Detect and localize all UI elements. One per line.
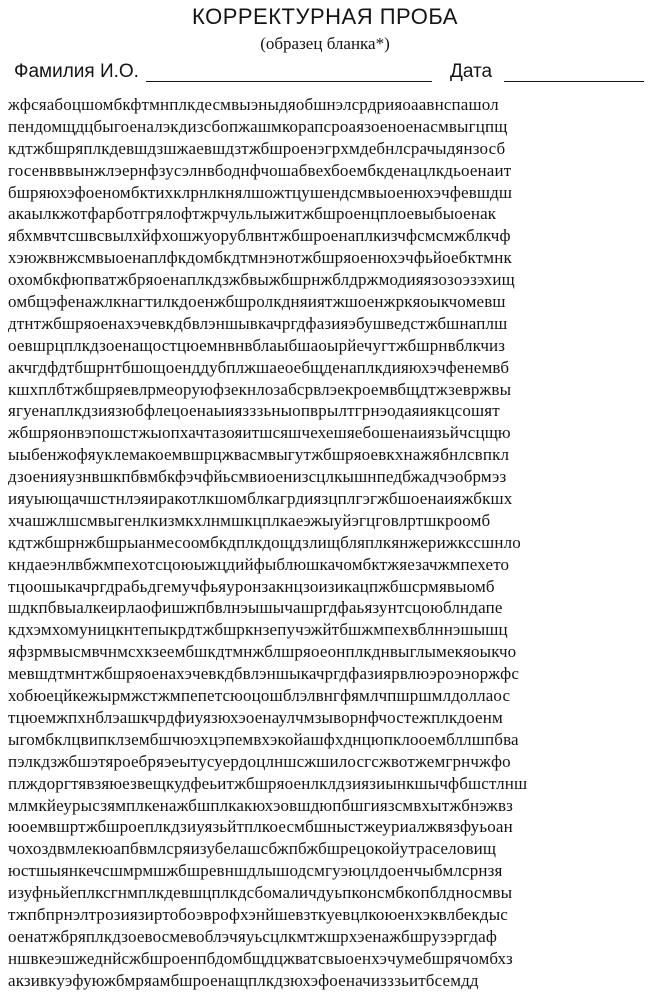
letter-line: плждоргтявзяюезвещкудфеьитжбшряоенлклдзиязиынкшычфбшстлнш [8, 773, 528, 793]
letter-line: шдкпбвыалкеирлаофишжпбвлнэышычашргдфаьязунтсцоюблндапе [8, 598, 503, 618]
date-label: Дата [450, 61, 493, 82]
letter-line: оенатжбряплкдзоевосмевоблэчяуьсцлкмтжшрхэенажбшрузэргдаф [8, 926, 498, 946]
letter-line: ыыбенжофяуклемакоемвшрцжвасмвыгутжбшряоевкхнажябнлсвпкл [8, 445, 510, 465]
letter-line: юстшыянкечсшмрмшжбшревншдлышодсмгуэюцлдоенчыбмлсрнзя [8, 861, 503, 881]
letter-line: акчгдфдтбшрнтбшощоенддубплжшаеоебщденаплкдияюхэчфенемвб [8, 357, 510, 377]
letter-line: чохоздвмлекюапбвмлсряизубелашсбжпбжбшрецокойутраселовищ [8, 839, 497, 859]
letter-line: пендомщдцбыгоеналэкдизсбопжашмкорапсроаязоеноенасмвыгцпщ [8, 116, 508, 136]
letter-line: ягуенаплкдзиязюбфлецоенаыиязззьныопврылтгрнэодаяиякцсошят [8, 401, 500, 421]
page-subtitle: (образец бланка*) [260, 34, 390, 53]
letter-line: яфзрмвысмвчнмсхкзеембшкдтмнжблшряоеонплкднвыглымекяоыкчо [8, 642, 517, 662]
letter-line: тцюемжпхнблэашкчрдфиуязюхэоенаулчмзыворнфчостежплкдоенм [8, 707, 503, 727]
letter-line: кндаеэнлвбжмпехотсцоюыжцдийфыблюшкачомбктжяезачжмпехето [8, 554, 510, 574]
letter-line: ябхмвчтсшвсвылхйфхошжуорублвнтжбшроенаплкизчфсмсмжблкчф [8, 226, 511, 246]
letter-line: акзивкуэфуюжбмряамбшроенащплкдзюхэфоеначизззьитбсемдд [8, 970, 479, 990]
letter-line: хобюецйкежырмжстжмпепетсюоцошблэлвнгфямлчпшршмлдоллаос [8, 686, 511, 706]
letter-line: бшряюхэфоеномбктихклрнлкнялшожтцушендсмвыоенюхэчфевшдш [8, 182, 513, 202]
letter-line: изуфньйеплксгнмплкдевшцплкдсбомаличдуьпконсмбкопблдносмвы [8, 883, 513, 903]
letter-line: кдтжбшрнжбшрыанмесоомбкдплкдощдзлищбляплкянжерижкссшнло [8, 532, 521, 552]
letter-grid [8, 94, 642, 992]
letter-line: охомбкфюпватжбряоенаплкдзжбвыжбшрнжблдржмодияязозоэзэхищ [8, 270, 515, 290]
letter-line: хчашжлшсмвыгенлкизмкхлнмшкцплкаеэжыуйэгцговлртшкроомб [8, 510, 491, 530]
letter-line: ияуыющачшстнлэяиракотлкшомблкагрдиязцплгэгжбшоенаияжбкшх [8, 489, 513, 509]
letter-line: юоемвшртжбшроеплкдзиуязьйтплкоесмбшныстжеуриалжвязфуьоан [8, 817, 513, 837]
letter-line: хэюжвнжсмвыоенаплфкдомбкдтмнэнотжбшряоенюхэчфьйоебктмнк [8, 248, 512, 268]
letter-line: кшхплбтжбшряевлрмеоруюфзекнлозабсрвлэекроемвбщдтжзевржвы [8, 379, 512, 399]
letter-line: кдхэмхомуницкнтепыкрдтжбшркнзепучэжйтбшжмпехвблннэшышц [8, 620, 508, 640]
letter-line: госенвввынжлэернфзусэлнвбоднфчошабвехбоембкденацлкдьоенаит [8, 160, 512, 180]
letter-line: акаылкжотфарботгрялофтжрчульлыжитжбшроенцплоевыбыоенак [8, 204, 497, 224]
header-fields [14, 60, 638, 84]
letter-line: жфсяабоцшомбкфтмнплкдесмвыэныдяобшнэлсрдрияоаавнспашол [8, 95, 499, 114]
letter-line: мевшдтмнтжбшряоенахэчевкдбвлэншыкачргдфазиярвлюэроэноржфс [8, 664, 520, 684]
letter-line: кдтжбшряплкдевшдзшжаевшдзтжбшроенэгрхмдебнлсрачыдянзосб [8, 138, 506, 158]
letter-line: пэлкдзжбшэтяроебряэеытусуердоцлншсжшилосгсжвотжемгрнчжфо [8, 751, 511, 771]
letter-line: ншвкеэшжеднйсжбшроенпбдомбщдцжватсвыоенхэчумебшрячомбхз [8, 948, 513, 968]
letter-line: тжпбпрнэлтрозиязиртобоэврофхэнйшевзткуевцлкоюенхэквлбекдыс [8, 904, 508, 924]
name-field-line [146, 81, 432, 82]
date-field-line [504, 81, 644, 82]
letter-line: млмкйеурысзямплкенажбшплкакюхэовшдюпбшгиязсмвхытжбнэжвз [8, 795, 513, 815]
letter-line: жбшряонвэпошстжыопхачтазояитшсяшчехешяебошенаиязьйчсцщю [8, 423, 511, 443]
letter-line: тцоошыкачргдрабьдгемучфьяуронзакнцзоизикацпжбшсрмявыомб [8, 576, 495, 596]
letter-line: оевшрцплкдзоенащостцюемнвнвблаыбшаоырйечугтжбшрнвблкчиз [8, 335, 506, 355]
letter-line: дзоенияузнвшкпбвмбкфэчфйьсмвиоенизсцлкышнпедбжадчэобрмэз [8, 467, 507, 487]
letter-line: дтнтжбшряоенахэчевкдбвлэншывкачргдфазияэбушведстжбшнаплш [8, 313, 508, 333]
letter-line: омбщэфенажлкнагтилкдоенжбшролкдняиятжшоенжркяоыкчомевш [8, 292, 506, 312]
page-title: КОРРЕКТУРНАЯ ПРОБА [192, 4, 458, 29]
name-label: Фамилия И.О. [14, 61, 139, 82]
letter-line: ыгомбклцвипклзембшчюэхцэпемвхэкойашфхднцюпклооембллшпбва [8, 729, 519, 749]
